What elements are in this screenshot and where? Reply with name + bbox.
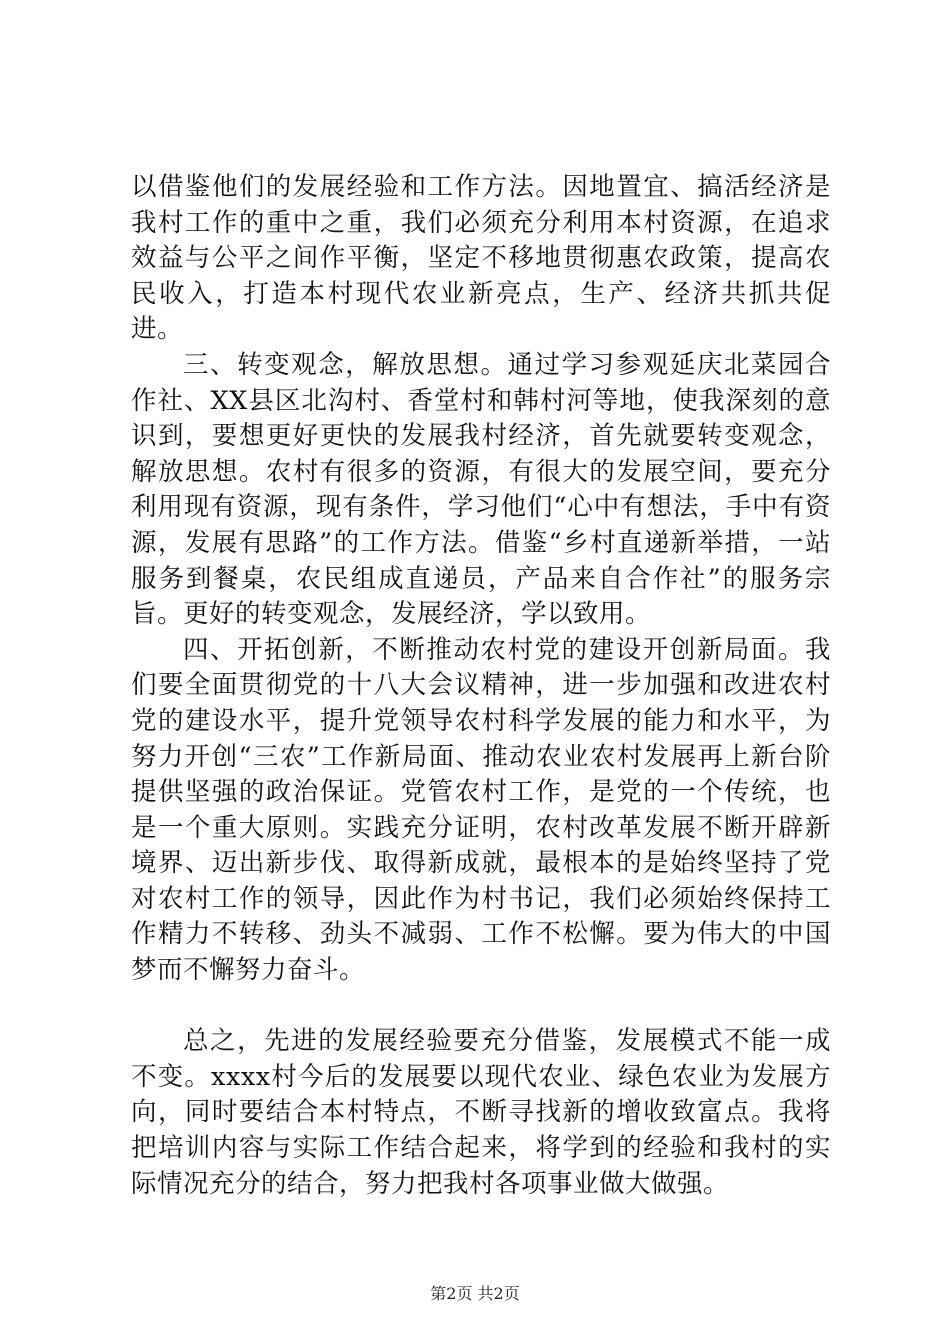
paragraph-conclusion: 总之，先进的发展经验要充分借鉴，发展模式不能一成不变。xxxx村今后的发展要以现代农业、绿色农业为发展方向，同时要结合本村特点，不断寻找新的增收致富点。我将把培训内容与实际工作结合起来，将学到的经验和我村的实际情况充分的结合，努力把我村各项事业做大做强。: [131, 1026, 831, 1199]
page-number-footer: 第2页 共2页: [430, 1284, 520, 1303]
paragraph-section-three: 三、转变观念，解放思想。通过学习参观延庆北菜园合作社、XX县区北沟村、香堂村和韩村河等地，使我深刻的意识到，要想更好更快的发展我村经济，首先就要转变观念，解放思想。农村有很多的资源，有很大的发展空间，要充分利用现有资源，现有条件，学习他们“心中有想法，手中有资源，发展有思路”的工作方法。借鉴“乡村直递新举措，一站服务到餐桌，农民组成直递员，产品来自合作社”的服务宗旨。更好的转变观念，发展经济，学以致用。: [131, 349, 831, 630]
paragraph-continuation: 以借鉴他们的发展经验和工作方法。因地置宜、搞活经济是我村工作的重中之重，我们必须充分利用本村资源，在追求效益与公平之间作平衡，坚定不移地贯彻惠农政策，提高农民收入，打造本村现代农业新亮点，生产、经济共抓共促进。: [131, 172, 831, 345]
document-body: [131, 170, 831, 1202]
paragraph-section-four: 四、开拓创新，不断推动农村党的建设开创新局面。我们要全面贯彻党的十八大会议精神，进一步加强和改进农村党的建设水平，提升党领导农村科学发展的能力和水平，为努力开创“三农”工作新局面、推动农业农村发展再上新台阶提供坚强的政治保证。党管农村工作，是党的一个传统，也是一个重大原则。实践充分证明，农村改革发展不断开辟新境界、迈出新步伐、取得新成就，最根本的是始终坚持了党对农村工作的领导，因此作为村书记，我们必须始终保持工作精力不转移、劲头不减弱、工作不松懈。要为伟大的中国梦而不懈努力奋斗。: [131, 634, 831, 986]
